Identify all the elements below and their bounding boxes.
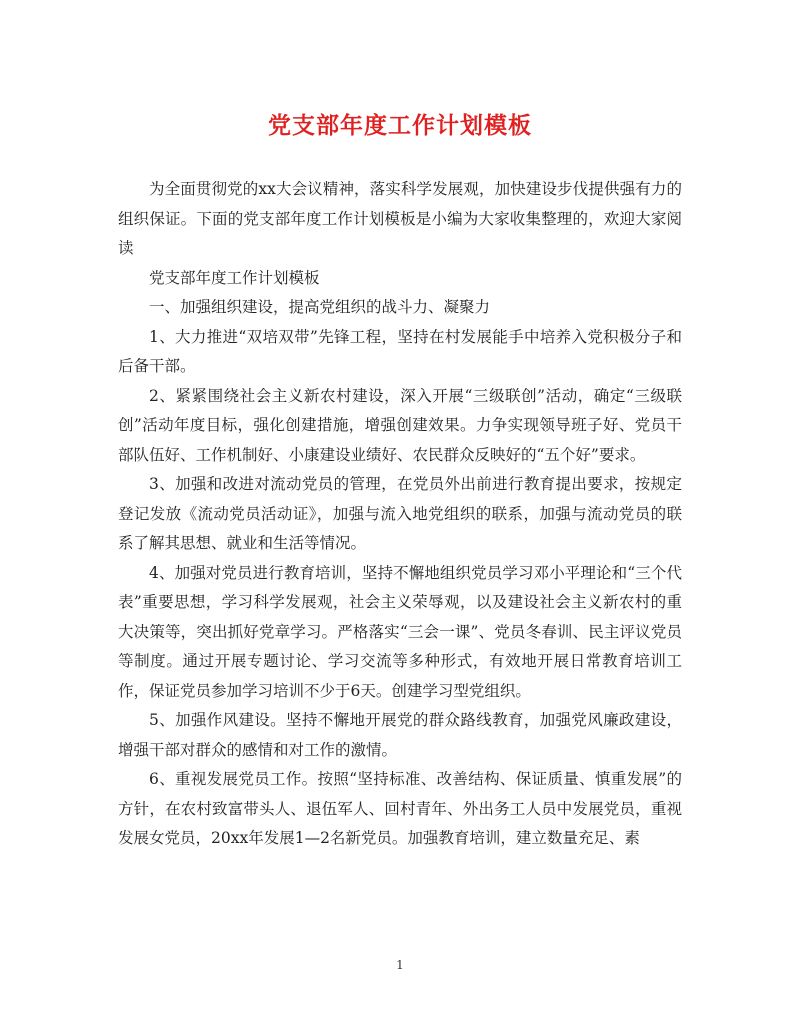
section-subtitle: 党支部年度工作计划模板 (149, 268, 320, 287)
list-item-5: 5、加强作风建设。坚持不懈地开展党的群众路线教育，加强党风廉政建设，增强干部对群众的感情和对工作的激情。 (118, 711, 682, 759)
list-item-4: 4、加强对党员进行教育培训，坚持不懈地组织党员学习邓小平理论和“三个代表”重要思想，学习科学发展观，社会主义荣辱观，以及建设社会主义新农村的重大决策等，突出抓好党章学习。严格落实“三会一课”、党员冬春训、民主评议党员等制度。通过开展专题讨论、学习交流等多种形式，有效地开展日常教育培训工作，保证党员参加学习培训不少于6天。创建学习型党组织。 (118, 563, 682, 700)
document-body (118, 175, 682, 854)
intro-paragraph: 为全面贯彻党的xx大会议精神，落实科学发展观，加快建设步伐提供强有力的组织保证。下面的党支部年度工作计划模板是小编为大家收集整理的，欢迎大家阅读 (118, 180, 682, 257)
list-item-3: 3、加强和改进对流动党员的管理，在党员外出前进行教育提出要求，按规定登记发放《流动党员活动证》，加强与流入地党组织的联系，加强与流动党员的联系了解其思想、就业和生活等情况。 (118, 475, 682, 552)
list-item-2: 2、紧紧围绕社会主义新农村建设，深入开展“三级联创”活动，确定“三级联创”活动年度目标，强化创建措施，增强创建效果。力争实现领导班子好、党员干部队伍好、工作机制好、小康建设业绩好、农民群众反映好的“五个好”要求。 (118, 386, 682, 464)
page-number: 1 (396, 958, 404, 972)
document-title: 党支部年度工作计划模板 (268, 112, 532, 139)
section-heading: 一、加强组织建设，提高党组织的战斗力、凝聚力 (149, 298, 491, 316)
list-item-6: 6、重视发展党员工作。按照“坚持标准、改善结构、保证质量、慎重发展”的方针，在农村致富带头人、退伍军人、回村青年、外出务工人员中发展党员，重视发展女党员，20xx年发展1—2名新党员。加强教育培训，建立数量充足、素 (118, 770, 682, 847)
list-item-1: 1、大力推进“双培双带”先锋工程，坚持在村发展能手中培养入党积极分子和后备干部。 (118, 327, 682, 375)
